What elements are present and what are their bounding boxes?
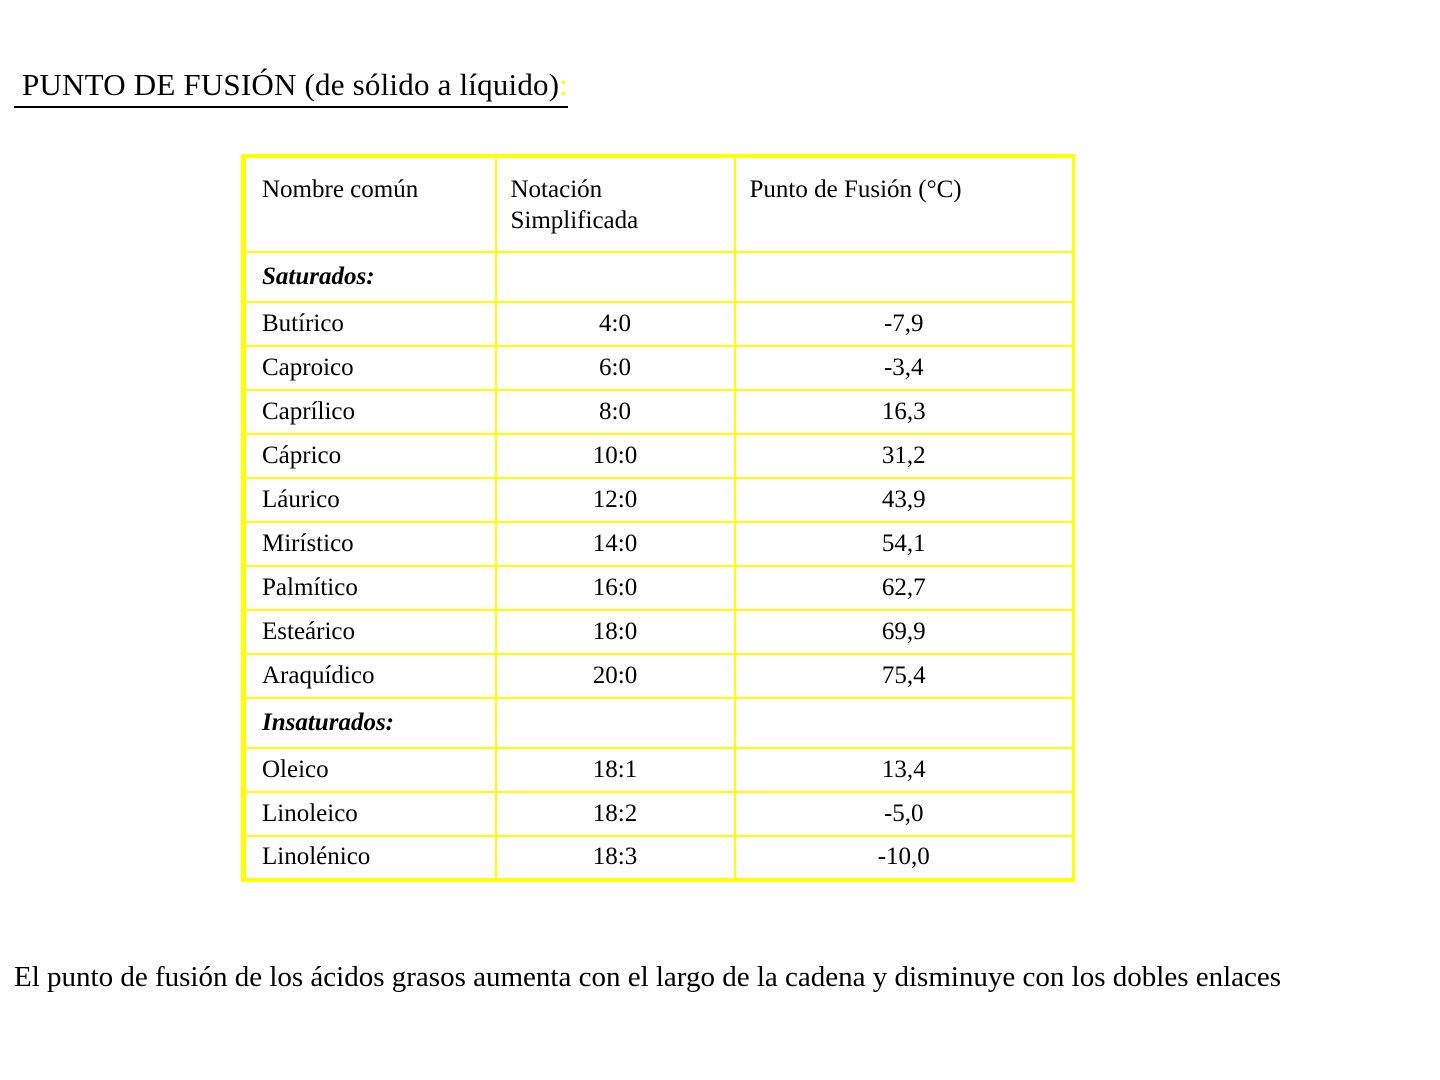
- cell-notation: 18:0: [496, 610, 735, 654]
- table-row: [244, 522, 1074, 566]
- column-header-common-name: Nombre común: [244, 156, 496, 252]
- cell-notation: 20:0: [496, 654, 735, 698]
- cell-common-name: Linoleico: [244, 792, 496, 836]
- cell-common-name: Caprílico: [244, 390, 496, 434]
- cell-common-name: Esteárico: [244, 610, 496, 654]
- table-row: [244, 836, 1074, 880]
- cell-melting-point: 13,4: [735, 748, 1074, 792]
- table-row: [244, 390, 1074, 434]
- cell-melting-point: -7,9: [735, 302, 1074, 346]
- cell-notation: 10:0: [496, 434, 735, 478]
- table-row: [244, 252, 1074, 302]
- cell-common-name: Mirístico: [244, 522, 496, 566]
- cell-melting-point: [735, 698, 1074, 748]
- table-row: [244, 654, 1074, 698]
- summary-paragraph-text: El punto de fusión de los ácidos grasos aumenta con el largo de la cadena y disminuye con los dobles enlaces: [14, 961, 1282, 993]
- cell-common-name: Linolénico: [244, 836, 496, 880]
- cell-common-name: Oleico: [244, 748, 496, 792]
- group-label-saturados: Saturados:: [244, 252, 496, 302]
- cell-notation: 12:0: [496, 478, 735, 522]
- cell-melting-point: 69,9: [735, 610, 1074, 654]
- cell-melting-point: -5,0: [735, 792, 1074, 836]
- cell-melting-point: -10,0: [735, 836, 1074, 880]
- cell-common-name: Láurico: [244, 478, 496, 522]
- cell-common-name: Araquídico: [244, 654, 496, 698]
- cell-melting-point: 43,9: [735, 478, 1074, 522]
- table-row: [244, 478, 1074, 522]
- cell-melting-point: [735, 252, 1074, 302]
- column-header-melting-point: Punto de Fusión (°C): [735, 156, 1074, 252]
- table-row: [244, 302, 1074, 346]
- cell-melting-point: 16,3: [735, 390, 1074, 434]
- table-row: [244, 698, 1074, 748]
- table-row: [244, 610, 1074, 654]
- cell-notation: 14:0: [496, 522, 735, 566]
- column-header-notation-line1: Notación: [510, 176, 603, 203]
- column-header-notation: [496, 156, 735, 252]
- cell-notation: 16:0: [496, 566, 735, 610]
- cell-melting-point: 31,2: [735, 434, 1074, 478]
- cell-notation: 4:0: [496, 302, 735, 346]
- cell-melting-point: 75,4: [735, 654, 1074, 698]
- table-row: [244, 566, 1074, 610]
- group-label-insaturados: Insaturados:: [244, 698, 496, 748]
- table-header-row: [244, 156, 1074, 252]
- cell-notation: 18:2: [496, 792, 735, 836]
- table-body: [244, 156, 1074, 880]
- cell-notation: [496, 698, 735, 748]
- melting-point-table: [241, 154, 1075, 882]
- table-row: [244, 434, 1074, 478]
- cell-melting-point: 62,7: [735, 566, 1074, 610]
- cell-common-name: Butírico: [244, 302, 496, 346]
- page-title-text: PUNTO DE FUSIÓN (de sólido a líquido): [22, 67, 560, 102]
- cell-notation: 8:0: [496, 390, 735, 434]
- summary-paragraph: [14, 955, 1426, 999]
- cell-notation: [496, 252, 735, 302]
- cell-melting-point: 54,1: [735, 522, 1074, 566]
- title-colon: :: [559, 67, 569, 102]
- cell-notation: 18:3: [496, 836, 735, 880]
- page-title: [14, 66, 568, 108]
- cell-common-name: Caproico: [244, 346, 496, 390]
- table-row: [244, 792, 1074, 836]
- table-row: [244, 748, 1074, 792]
- column-header-notation-line2: Simplificada: [510, 207, 639, 234]
- melting-point-table-container: [241, 154, 1071, 882]
- cell-melting-point: -3,4: [735, 346, 1074, 390]
- cell-notation: 6:0: [496, 346, 735, 390]
- table-row: [244, 346, 1074, 390]
- cell-common-name: Cáprico: [244, 434, 496, 478]
- cell-notation: 18:1: [496, 748, 735, 792]
- cell-common-name: Palmítico: [244, 566, 496, 610]
